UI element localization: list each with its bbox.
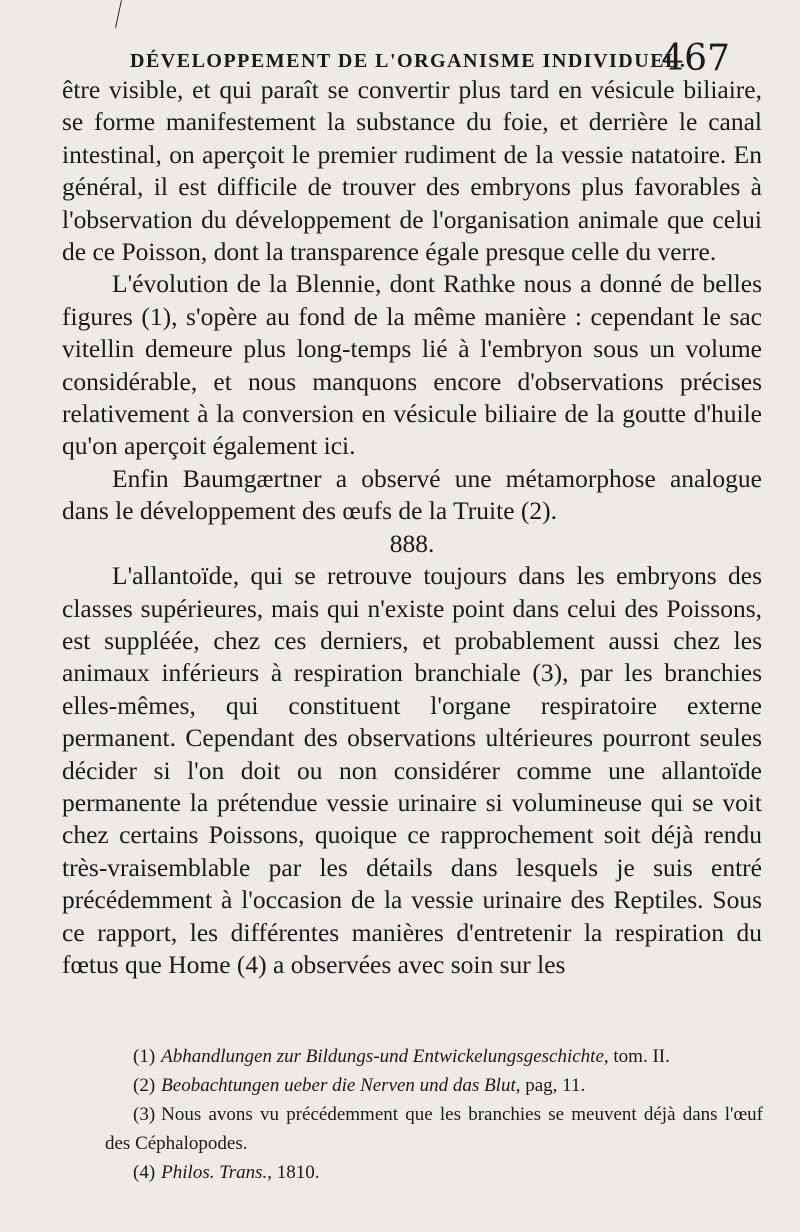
page-number: 467 [661, 38, 730, 79]
footnote-4-title: Philos. Trans. [161, 1162, 268, 1183]
footnote-3-text: Nous avons vu précédemment que les branchies se meuvent déjà dans l'œuf des Céphalopodes. [105, 1104, 763, 1154]
section-number: 888. [389, 528, 435, 558]
paragraph-1: être visible, et qui paraît se convertir plus tard en vésicule biliaire, se forme manifestement la substance du foie, et derrière le canal intestinal, on aperçoit le premier rudiment de la vessie natatoire. En général, il est difficile de trouver des embryons plus favorables à l'observation du développement de l'organisation animale que celui de ce Poisson, dont la transparence égale presque celle du verre. [62, 75, 762, 267]
footnote-2-number: (2) [133, 1075, 156, 1096]
footnote-2 [105, 1071, 763, 1100]
footnote-2-rest: , pag, 11. [515, 1075, 586, 1096]
footnote-4-rest: , 1810. [267, 1162, 320, 1183]
footnote-4-number: (4) [133, 1162, 156, 1183]
footnote-3-number: (3) [133, 1104, 156, 1125]
footnote-1-rest: , tom. II. [603, 1046, 670, 1067]
footnotes [105, 1042, 763, 1187]
paragraph-2: L'évolution de la Blennie, dont Rathke nous a donné de belles figures (1), s'opère au fond de la même manière : cependant le sac vitellin demeure plus long-temps lié à l'embryon sous un volume considérable, et nous manquons encore d'observations précises relativement à la conversion en vésicule biliaire de la goutte d'huile qu'on aperçoit également ici. [62, 269, 762, 461]
footnote-1-title: Abhandlungen zur Bildungs-und Entwickelungsgeschichte [161, 1046, 604, 1067]
footnote-4 [105, 1158, 763, 1187]
paragraph-3: Enfin Baumgærtner a observé une métamorphose analogue dans le développement des œufs de la Truite (2). [62, 463, 762, 526]
footnote-1 [105, 1042, 763, 1071]
running-title: DÉVELOPPEMENT DE L'ORGANISME INDIVIDUEL. [130, 50, 687, 72]
paragraph-4: L'allantoïde, qui se retrouve toujours dans les embryons des classes supérieures, mais qui n'existe point dans celui des Poissons, est suppléée, chez ces derniers, et probablement aussi chez les animaux inférieurs à respiration branchiale (3), par les branchies elles-mêmes, qui constituent l'organe respiratoire externe permanent. Cependant des observations ultérieures pourront seules décider si l'on doit ou non considérer comme une allantoïde permanente la prétendue vessie urinaire si volumineuse qui se voit chez certains Poissons, quoique ce rapprochement soit déjà rendu très-vraisemblable par les détails dans lesquels je suis entré précédemment à l'occasion de la vessie urinaire des Reptiles. Sous ce rapport, les différentes manières d'entretenir la respiration du fœtus que Home (4) a observées avec soin sur les [62, 561, 762, 979]
pencil-stroke-mark [115, 0, 122, 28]
footnote-3 [105, 1100, 763, 1158]
body-text [62, 74, 762, 981]
footnote-2-title: Beobachtungen ueber die Nerven und das Blut [161, 1075, 516, 1096]
footnote-1-number: (1) [133, 1046, 156, 1067]
